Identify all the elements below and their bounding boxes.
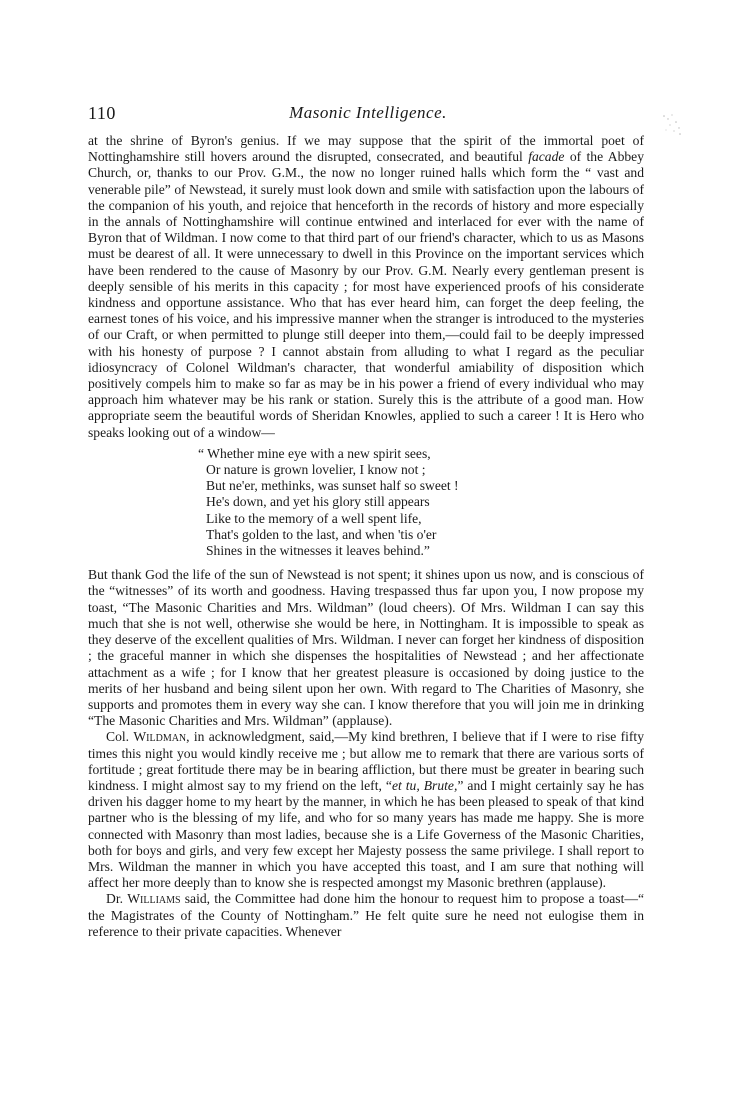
running-title: Masonic Intelligence. (289, 103, 447, 122)
body-text (88, 133, 644, 940)
verse-line: But ne'er, methinks, was sunset half so sweet ! (206, 478, 459, 494)
paragraph-williams-text: said, the Committee had done him the honour to request him to propose a toast—“ the Magistrates of the County of Nottingham.” He felt quite sure he need not eulogise them in reference to their private capacities. Whenever (88, 891, 645, 939)
ink-smudge-icon (660, 110, 684, 138)
facade-word: facade (528, 149, 565, 165)
paragraph-byron (88, 133, 644, 441)
paragraph-byron-text-1: at the shrine of Byron's genius. If we may suppose that the spirit of the immortal poet of Nottinghamshire still hovers around the disrupted, consecrated, and beautiful (88, 133, 644, 165)
paragraph-byron-text-2: of the Abbey Church, or, thanks to our Prov. G.M., the now no longer ruined halls which form the “ vast and venerable pile” of Newstead, it surely must look down and smile with satisfaction upon the labours of the companion of his youth, and rejoice that henceforth in the records of history and more especially in the annals of Nottinghamshire will continue entwined and interlaced for ever with the name of Byron that of Wildman. I now come to that third part of our friend's character, which to us as Masons must be dearest of all. It were unnecessary to dwell in this Province on the important services which have been rendered to the cause of Masonry by our Prov. G.M. Nearly every gentleman present is deeply sensible of his merits in this capacity ; for most have experienced proofs of his considerate kindness and opportune assistance. Who that has ever heard him, can forget the deep feeling, the earnest tones of his voice, and his impressive manner when the stranger is introduced to the mysteries of our Craft, or when permitted to plunge still deeper into them,—could fail to be deeply impressed with his honesty of purpose ? I cannot abstain from alluding to what I regard as the peculiar idiosyncracy of Colonel Wildman's character, that wonderful amiability of disposition which positively compels him to make so far as may be in his power a friend of every individual who may approach him whatever may be his rank or station. Surely this is the attribute of a good man. How appropriate seem the beautiful words of Sheridan Knowles, applied to such a career ! It is Hero who speaks looking out of a window— (88, 149, 644, 440)
paragraph-wildman-reply (88, 729, 644, 891)
speaker-name: Williams (127, 891, 181, 907)
verse-line: He's down, and yet his glory still appears (206, 494, 430, 510)
verse-line: Or nature is grown lovelier, I know not ; (206, 462, 426, 478)
verse-quotation (198, 445, 644, 559)
paragraph-wildman-text-2: ” and I might certainly say he has driven his dagger home to my heart by the manner, in which he has been pleased to speak of that kind partner who is the blessing of my life, and who for so many years has made me happy. She is more connected with Masonry than most ladies, because she is a Life Governess of the Masonic Charities, both for boys and girls, and very few except her Majesty possess the same privilege. I shall report to Mrs. Wildman the manner in which you have accepted this toast, and I am sure that nothing will affect her more deeply than to know she is respected amongst my Masonic brethren (applause). (88, 777, 645, 891)
paragraph-wildman-text-1: , in acknowledgment, said,—My kind brethren, I believe that if I were to rise fifty times this night you would kindly receive me ; but allow me to remark that there are various sorts of fortitude ; great fortitude there may be in bearing affliction, but there must be greater in bearing such kindness. I might almost say to my friend on the left, “ (88, 729, 644, 793)
page-number: 110 (88, 103, 116, 123)
verse-line: Like to the memory of a well spent life, (206, 510, 422, 526)
speaker-name: Wildman (133, 729, 187, 745)
page-header (88, 103, 648, 127)
speaker-title: Col. (106, 729, 134, 745)
verse-line: “ Whether mine eye with a new spirit sees, (198, 445, 431, 461)
paragraph-williams (88, 891, 644, 940)
speaker-title: Dr. (106, 891, 128, 907)
latin-quote: et tu, Brute, (391, 777, 458, 793)
verse-line: Shines in the witnesses it leaves behind.” (206, 543, 430, 559)
verse-line: That's golden to the last, and when 'tis o'er (206, 526, 437, 542)
paragraph-toast: But thank God the life of the sun of Newstead is not spent; it shines upon us now, and is conscious of the “witnesses” of its worth and goodness. Having trespassed thus far upon you, I now propose my toast, “The Masonic Charities and Mrs. Wildman” (loud cheers). Of Mrs. Wildman I can say this much that she is not well, otherwise she would be here, in Nottingham. It is impossible to speak as they deserve of the excellent qualities of Mrs. Wildman. I never can forget her kindness of disposition ; the graceful manner in which she dispenses the hospitalities of Newstead ; and her affectionate attachment as a wife ; for I know that her greatest pleasure is occasioned by doing justice to the merits of her husband and being silent upon her own. With regard to The Charities of Masonry, she supports and promotes them in every way she can. I know therefore that you will join me in drinking “The Masonic Charities and Mrs. Wildman” (applause). (88, 567, 644, 729)
